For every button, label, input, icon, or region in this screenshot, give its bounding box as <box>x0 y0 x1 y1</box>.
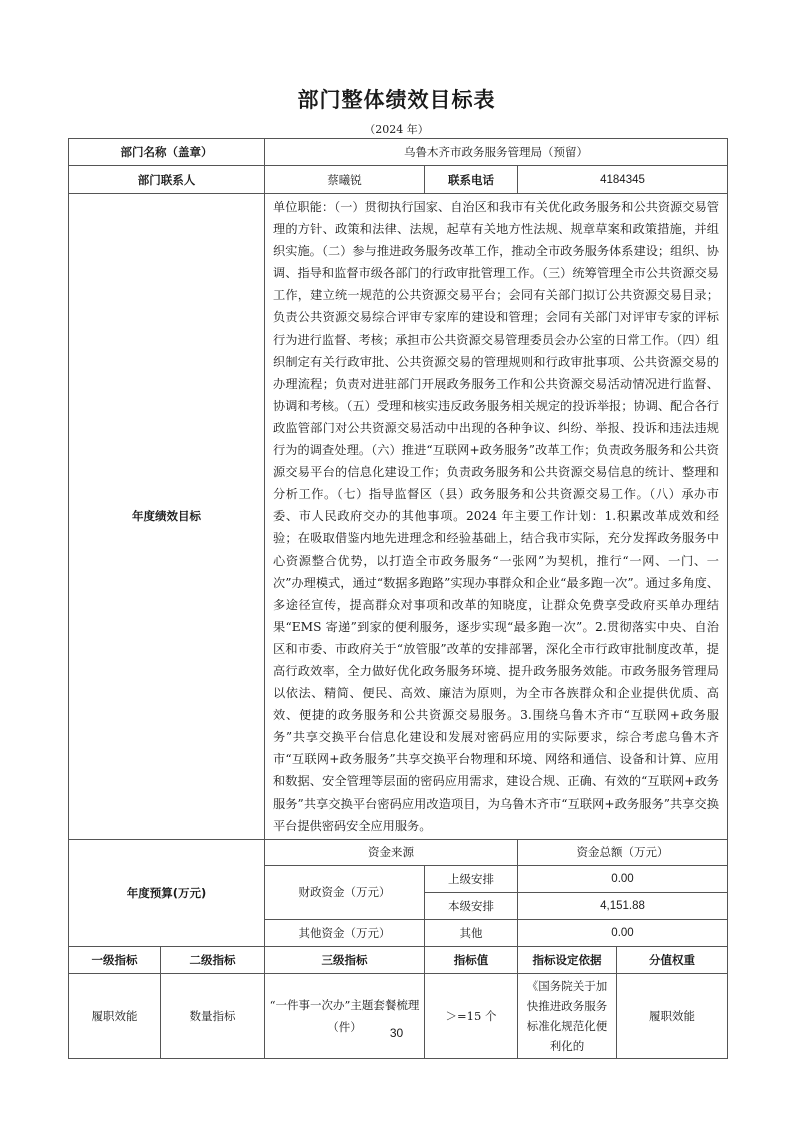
budget-amount: 0.00 <box>518 919 728 946</box>
header-basis: 指标设定依据 <box>518 946 617 973</box>
header-level1: 一级指标 <box>69 946 161 973</box>
header-weight: 分值权重 <box>617 946 728 973</box>
other-funds-label: 其他资金（万元） <box>265 919 425 946</box>
year-label: （2024 年） <box>364 123 429 136</box>
cell-value: ＞=15 个 <box>425 973 518 1058</box>
dept-name-row <box>69 139 728 166</box>
cell-level1: 履职效能 <box>69 973 161 1058</box>
header-level3: 三级指标 <box>265 946 425 973</box>
annual-goal-label: 年度绩效目标 <box>69 194 265 840</box>
document-title: 部门整体绩效目标表 <box>297 88 496 112</box>
annual-goal-paragraph: 单位职能：（一）贯彻执行国家、自治区和我市有关优化政务服务和公共资源交易管理的方针、政策和法律、法规，起草有关地方性法规、规章草案和政策措施，并组织实施。（二）参与推进政务服务改革工作，推动全市政务服务体系建设；组织、协调、指导和监督市级各部门的行政审批管理工作。（三）统筹管理全市公共资源交易工作，建立统一规范的公共资源交易平台；会同有关部门拟订公共资源交易目录；负责公共资源交易综合评审专家库的建设和管理；会同有关部门对评审专家的评标行为进行监督、考核；承担市公共资源交易管理委员会办公室的日常工作。（四）组织制定有关行政审批、公共资源交易的管理规则和行政审批事项、公共资源交易的办理流程；负责对进驻部门开展政务服务工作和公共资源交易活动情况进行监督、协调和考核。（五）受理和核实违反政务服务相关规定的投诉举报；协调、配合各行政监管部门对公共资源交易活动中出现的各种争议、纠纷、举报、投诉和违法违规行为的调查处理。（六）推进“互联网+政务服务”改革工作；负责政务服务和公共资源交易平台的信息化建设工作；负责政务服务和公共资源交易信息的统计、整理和分析工作。（七）指导监督区（县）政务服务和公共资源交易工作。（八）承办市委、市人民政府交办的其他事项。2024 年主要工作计划：1.积累改革成效和经验；在吸取借鉴内地先进理念和经验基础上，结合我市实际，充分发挥政务服务中心资源整合优势，以打造全市政务服务“一张网”为契机，推行“一网、一门、一次”办理模式，通过“数据多跑路”实现办事群众和企业“最多跑一次”。通过多角度、多途径宣传，提高群众对事项和改革的知晓度，让群众免费享受政府买单办理结果“EMS 寄递”到家的便利服务，逐步实现“最多跑一次”。2.贯彻落实中央、自治区和市委、市政府关于“放管服”改革的安排部署，深化全市行政审批制度改革，提高行政效率，全力做好优化政务服务环境、提升政务服务效能。市政务服务管理局以依法、精简、便民、高效、廉洁为原则，为全市各族群众和企业提供优质、高效、便捷的政务服务和公共资源交易服务。3.围绕乌鲁木齐市“互联网+政务服务”共享交换平台信息化建设和发展对密码应用的实际要求，综合考虑乌鲁木齐市“互联网+政务服务”共享交换平台物理和环境、网络和通信、设备和计算、应用和数据、安全管理等层面的密码应用需求，建设合规、正确、有效的“互联网+政务服务”共享交换平台密码应用改造项目，为乌鲁木齐市“互联网+政务服务”共享交换平台提供密码安全应用服务。 <box>273 200 719 833</box>
dept-name-label: 部门名称（盖章） <box>69 139 265 166</box>
source-header: 资金来源 <box>265 839 518 865</box>
budget-header-row <box>69 839 728 865</box>
cell-weight: 履职效能 <box>617 973 728 1058</box>
total-header: 资金总额（万元） <box>518 839 728 865</box>
contact-value: 蔡曦锐 <box>265 166 425 194</box>
cell-basis: 《国务院关于加快推进政务服务标准化规范化便利化的 <box>518 973 617 1058</box>
page-number: 30 <box>389 1026 404 1040</box>
budget-label: 年度预算(万元) <box>69 839 265 946</box>
budget-amount: 0.00 <box>518 865 728 892</box>
budget-amount: 4,151.88 <box>518 892 728 919</box>
budget-sub-label: 其他 <box>425 919 518 946</box>
cell-level2: 数量指标 <box>161 973 265 1058</box>
header-value: 指标值 <box>425 946 518 973</box>
indicator-header-row <box>69 946 728 973</box>
budget-sub-label: 上级安排 <box>425 865 518 892</box>
annual-goal-row <box>69 194 728 840</box>
annual-goal-text <box>265 194 728 840</box>
table-row <box>69 973 728 1058</box>
contact-row <box>69 166 728 194</box>
phone-value: 4184345 <box>518 166 728 194</box>
phone-label: 联系电话 <box>425 166 518 194</box>
cell-level3: “一件事一次办”主题套餐梳理（件） <box>265 973 425 1058</box>
contact-label: 部门联系人 <box>69 166 265 194</box>
budget-sub-label: 本级安排 <box>425 892 518 919</box>
dept-name-value: 乌鲁木齐市政务服务管理局（预留） <box>265 139 728 166</box>
performance-target-table <box>68 138 728 1059</box>
fiscal-funds-label: 财政资金（万元） <box>265 865 425 919</box>
header-level2: 二级指标 <box>161 946 265 973</box>
